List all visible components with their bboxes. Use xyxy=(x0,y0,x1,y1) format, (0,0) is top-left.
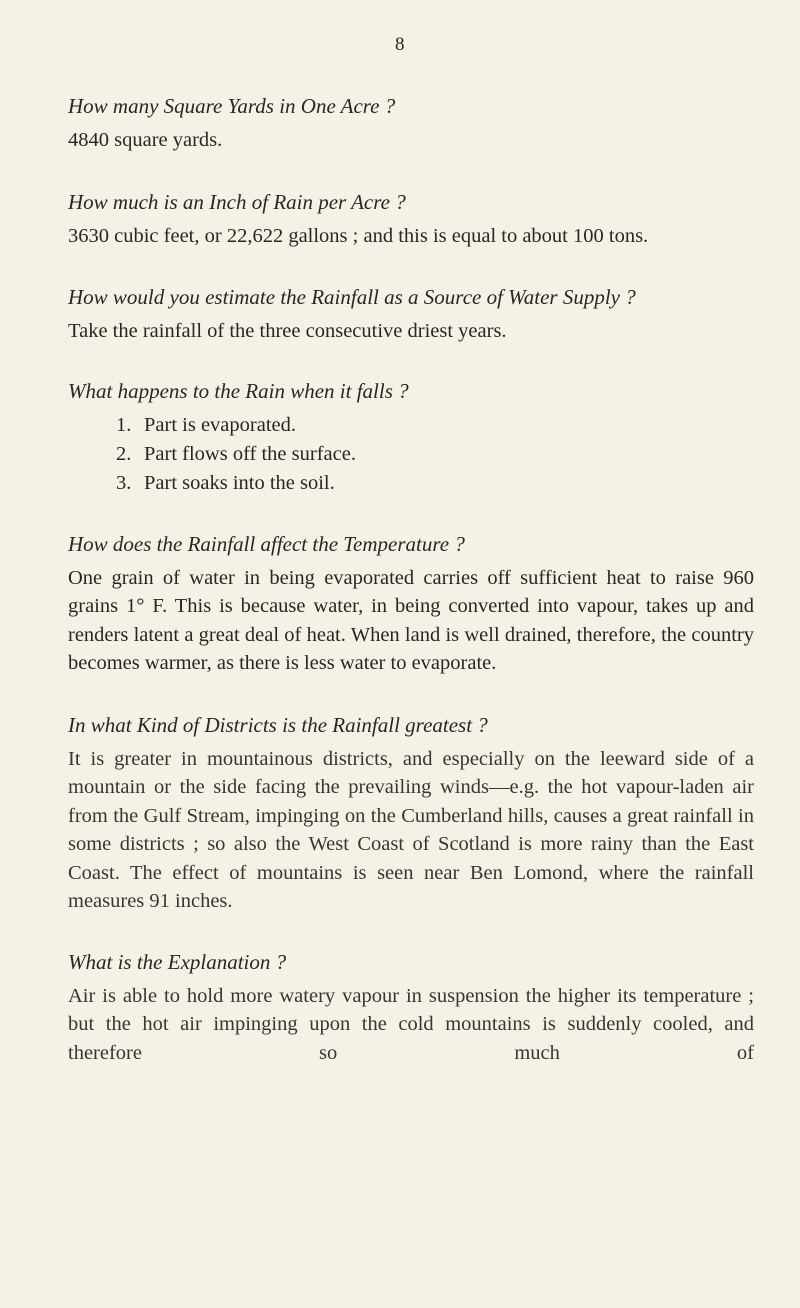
answer-text: Take the rainfall of the three consecutive driest years. xyxy=(68,320,507,342)
list-item: 1. Part is evaporated. xyxy=(116,413,296,436)
qa-section xyxy=(68,530,754,678)
answer-list xyxy=(68,411,754,498)
qa-section xyxy=(68,92,754,155)
qa-section xyxy=(68,711,754,916)
question-heading: How does the Rainfall affect the Temperature ? xyxy=(68,531,465,556)
answer-text: 4840 square yards. xyxy=(68,129,223,151)
question-heading: What happens to the Rain when it falls ? xyxy=(68,378,409,403)
question-heading: In what Kind of Districts is the Rainfall greatest ? xyxy=(68,712,488,737)
question-heading: How much is an Inch of Rain per Acre ? xyxy=(68,189,406,214)
answer-text: It is greater in mountainous districts, and especially on the leeward side of a mountain or the side facing the prevailing winds—e.g. the hot vapour-laden air from the Gulf Stream, impinging on the Cumberland hills, causes a great rainfall in some districts ; so also the West Coast of Scotland is more rainy than the East Coast. The effect of mountains is seen near Ben Lomond, where the rainfall measures 91 inches. xyxy=(68,747,754,912)
qa-section xyxy=(68,377,754,498)
qa-section xyxy=(68,188,754,251)
qa-section xyxy=(68,948,754,1068)
page-number: 8 xyxy=(395,34,405,55)
question-heading: How would you estimate the Rainfall as a Source of Water Supply ? xyxy=(68,285,636,309)
answer-text: Air is able to hold more watery vapour in suspension the higher its temperature ; but the hot air impinging upon the cold mountains is suddenly cooled, and therefore so much of xyxy=(68,984,754,1064)
page-content xyxy=(68,92,754,1067)
answer-text: One grain of water in being evaporated carries off sufficient heat to raise 960 grains 1° F. This is because water, in being converted into vapour, takes up and renders latent a great deal of heat. When land is well drained, therefore, the country becomes warmer, as there is less water to evaporate. xyxy=(68,566,754,674)
list-item: 3. Part soaks into the soil. xyxy=(116,471,335,494)
list-item: 2. Part flows off the surface. xyxy=(116,442,356,465)
question-heading: How many Square Yards in One Acre ? xyxy=(68,94,396,118)
answer-text: 3630 cubic feet, or 22,622 gallons ; and this is equal to about 100 tons. xyxy=(68,224,649,247)
qa-section xyxy=(68,283,754,346)
question-heading: What is the Explanation ? xyxy=(68,949,287,974)
